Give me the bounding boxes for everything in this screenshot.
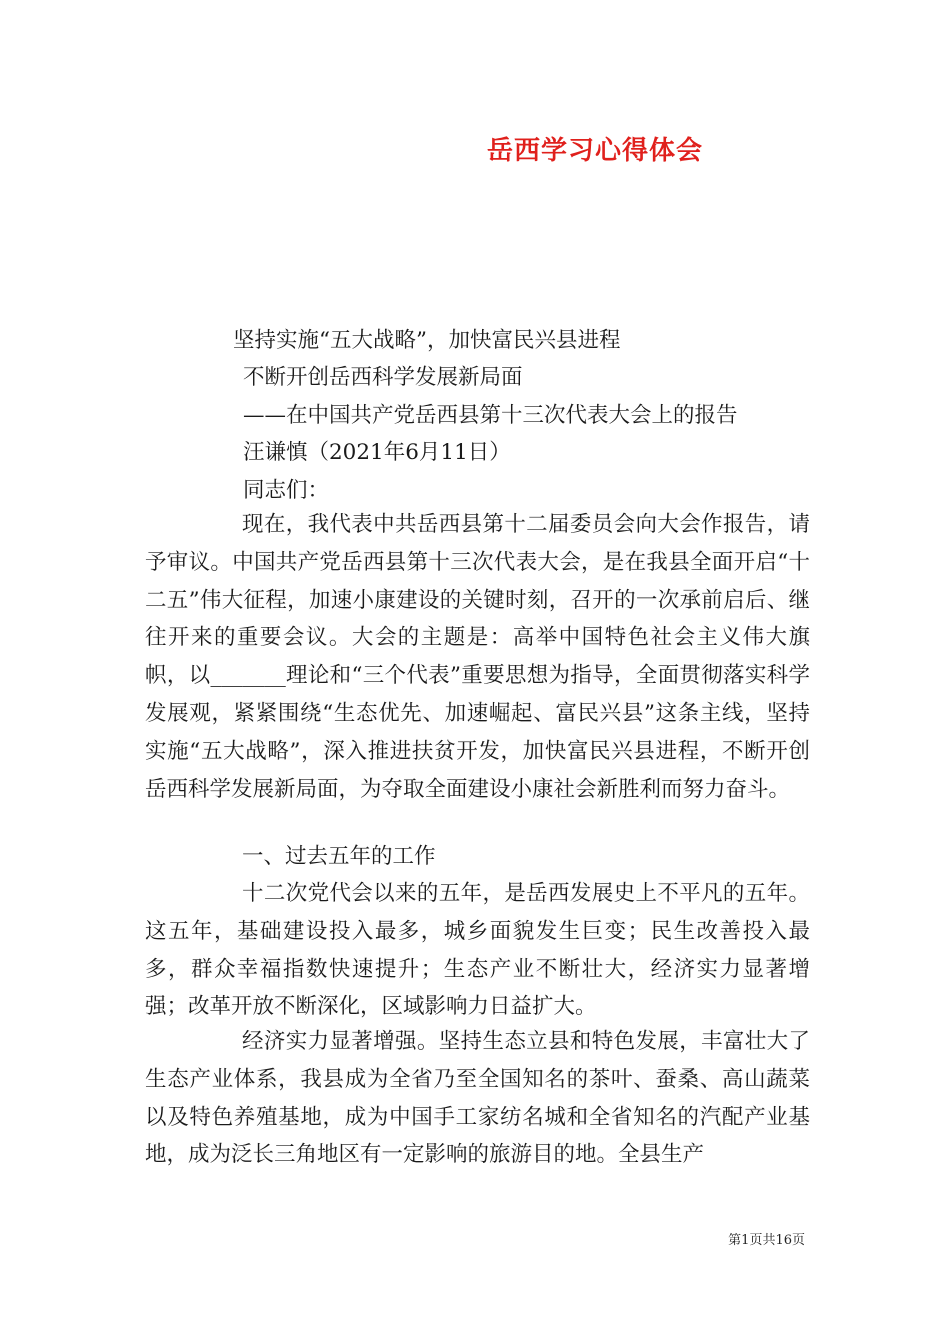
section-heading: 一、过去五年的工作	[242, 844, 436, 869]
salutation-line: 同志们：	[243, 478, 330, 503]
author-date-line: 汪谦慎（2021年6月11日）	[243, 440, 511, 465]
heading-line-3: ——在中国共产党岳西县第十三次代表大会上的报告	[243, 403, 738, 428]
document-title: 岳西学习心得体会	[487, 136, 704, 166]
page-number-footer: 第1页共16页	[728, 1233, 805, 1248]
body-paragraph-3: 经济实力显著增强。坚持生态立县和特色发展，丰富壮大了生态产业体系，我县成为全省乃至全国知名的茶叶、蚕桑、高山蔬菜以及特色养殖基地，成为中国手工家纺名城和全省知名的汽配产业基地，成为泛长三角地区有一定影响的旅游目的地。全县生产	[145, 1029, 810, 1168]
heading-line-1: 坚持实施“五大战略”，加快富民兴县进程	[233, 328, 621, 353]
body-paragraph-1: 现在，我代表中共岳西县第十二届委员会向大会作报告，请予审议。中国共产党岳西县第十三次代表大会，是在我县全面开启“十二五”伟大征程，加速小康建设的关键时刻，召开的一次承前启后、继往开来的重要会议。大会的主题是：高举中国特色社会主义伟大旗帜，以_______理论和“三个代表”重要思想为指导，全面贯彻落实科学发展观，紧紧围绕“生态优先、加速崛起、富民兴县”这条主线，坚持实施“五大战略”，深入推进扶贫开发，加快富民兴县进程，不断开创岳西科学发展新局面，为夺取全面建设小康社会新胜利而努力奋斗。	[145, 512, 810, 802]
body-paragraph-2: 十二次党代会以来的五年，是岳西发展史上不平凡的五年。这五年，基础建设投入最多，城乡面貌发生巨变；民生改善投入最多，群众幸福指数快速提升；生态产业不断壮大，经济实力显著增强；改革开放不断深化，区域影响力日益扩大。	[145, 881, 810, 1020]
heading-line-2: 不断开创岳西科学发展新局面	[243, 365, 523, 390]
